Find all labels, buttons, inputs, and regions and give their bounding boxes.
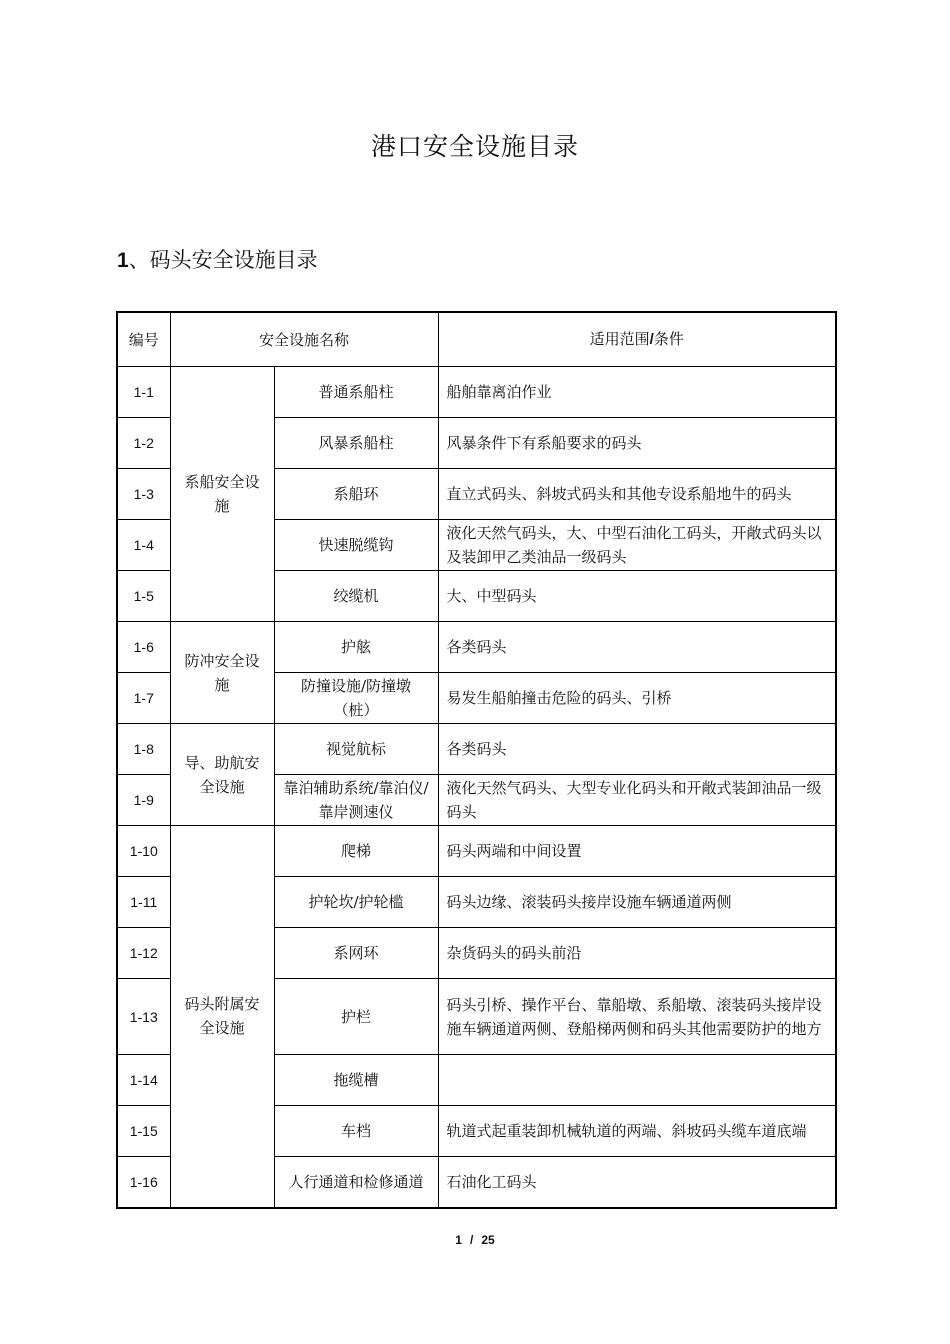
page-separator: / — [469, 1233, 474, 1247]
header-name: 安全设施名称 — [170, 312, 438, 367]
row-id: 1-6 — [117, 622, 170, 673]
page-number — [0, 1233, 950, 1247]
row-id: 1-15 — [117, 1106, 170, 1157]
facility-scope: 码头边缘、滚装码头接岸设施车辆通道两侧 — [438, 877, 836, 928]
row-id: 1-11 — [117, 877, 170, 928]
facility-scope: 船舶靠离泊作业 — [438, 367, 836, 418]
row-id: 1-9 — [117, 775, 170, 826]
facility-name: 系船环 — [274, 469, 438, 520]
row-id: 1-7 — [117, 673, 170, 724]
facility-name: 防撞设施/防撞墩（桩） — [274, 673, 438, 724]
row-id: 1-8 — [117, 724, 170, 775]
facility-name: 靠泊辅助系统/靠泊仪/靠岸测速仪 — [274, 775, 438, 826]
facility-scope: 易发生船舶撞击危险的码头、引桥 — [438, 673, 836, 724]
facility-scope: 石油化工码头 — [438, 1157, 836, 1208]
facility-name: 护舷 — [274, 622, 438, 673]
row-id: 1-2 — [117, 418, 170, 469]
table-header-row — [117, 312, 836, 367]
page-total: 25 — [481, 1233, 495, 1247]
header-id: 编号 — [117, 312, 170, 367]
row-id: 1-4 — [117, 520, 170, 571]
facility-name: 护轮坎/护轮槛 — [274, 877, 438, 928]
facility-scope: 风暴条件下有系船要求的码头 — [438, 418, 836, 469]
row-id: 1-5 — [117, 571, 170, 622]
facility-scope — [438, 1055, 836, 1106]
facility-name: 爬梯 — [274, 826, 438, 877]
table-row — [117, 826, 836, 877]
facility-name: 车档 — [274, 1106, 438, 1157]
table-row — [117, 367, 836, 418]
facility-scope: 码头两端和中间设置 — [438, 826, 836, 877]
row-id: 1-12 — [117, 928, 170, 979]
document-title: 港口安全设施目录 — [370, 132, 579, 161]
facility-name: 拖缆槽 — [274, 1055, 438, 1106]
row-id: 1-16 — [117, 1157, 170, 1208]
row-id: 1-1 — [117, 367, 170, 418]
section-heading — [117, 244, 318, 274]
facility-scope: 各类码头 — [438, 622, 836, 673]
facility-name: 绞缆机 — [274, 571, 438, 622]
table-row — [117, 724, 836, 775]
facility-name: 风暴系船柱 — [274, 418, 438, 469]
row-id: 1-13 — [117, 979, 170, 1055]
facility-scope: 轨道式起重装卸机械轨道的两端、斜坡码头缆车道底端 — [438, 1106, 836, 1157]
row-id: 1-14 — [117, 1055, 170, 1106]
facility-name: 快速脱缆钩 — [274, 520, 438, 571]
facility-scope: 码头引桥、操作平台、靠船墩、系船墩、滚装码头接岸设施车辆通道两侧、登船梯两侧和码头其他需要防护的地方 — [438, 979, 836, 1055]
facility-name: 系网环 — [274, 928, 438, 979]
facility-name: 人行通道和检修通道 — [274, 1157, 438, 1208]
header-scope-a: 适用范围 — [589, 330, 650, 348]
facility-scope: 大、中型码头 — [438, 571, 836, 622]
facility-scope: 液化天然气码头，大、中型石油化工码头，开敞式码头以及装卸甲乙类油品一级码头 — [438, 520, 836, 571]
category-cell: 系船安全设施 — [170, 367, 274, 622]
table-row — [117, 622, 836, 673]
facility-name: 普通系船柱 — [274, 367, 438, 418]
category-cell: 导、助航安全设施 — [170, 724, 274, 826]
category-cell: 防冲安全设施 — [170, 622, 274, 724]
section-number: 1 — [117, 249, 129, 272]
facility-scope: 杂货码头的码头前沿 — [438, 928, 836, 979]
header-scope-sep: / — [649, 331, 654, 348]
page-current: 1 — [455, 1233, 462, 1247]
facility-name: 护栏 — [274, 979, 438, 1055]
category-cell: 码头附属安全设施 — [170, 826, 274, 1208]
section-title: 、码头安全设施目录 — [128, 248, 318, 272]
header-scope-b: 条件 — [653, 330, 684, 348]
facility-scope: 直立式码头、斜坡式码头和其他专设系船地牛的码头 — [438, 469, 836, 520]
facilities-table — [116, 311, 837, 1209]
header-scope — [438, 312, 836, 367]
facility-scope: 液化天然气码头、大型专业化码头和开敞式装卸油品一级码头 — [438, 775, 836, 826]
facility-scope: 各类码头 — [438, 724, 836, 775]
row-id: 1-3 — [117, 469, 170, 520]
facility-name: 视觉航标 — [274, 724, 438, 775]
row-id: 1-10 — [117, 826, 170, 877]
